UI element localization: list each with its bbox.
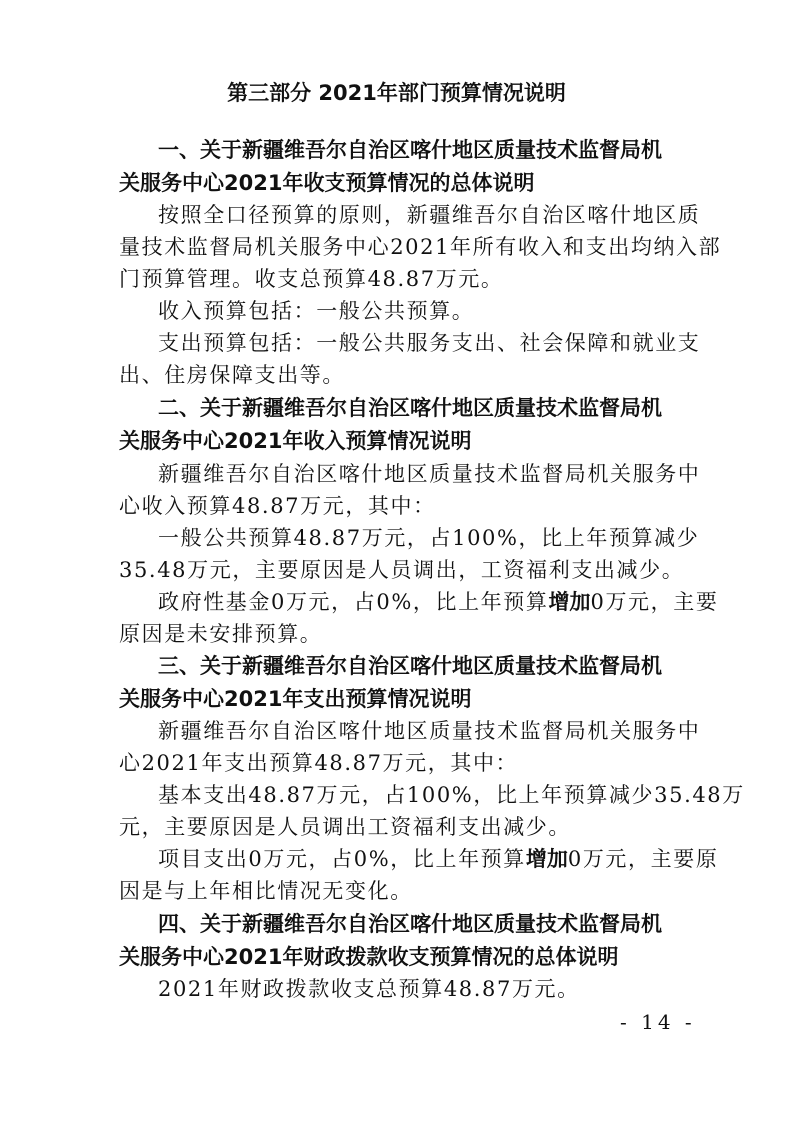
emphasized-text: 增加 xyxy=(525,847,568,871)
section-2-paragraph-1-line-2: 心收入预算48.87万元，其中： xyxy=(119,494,436,518)
section-4-paragraph-1-line-1: 2021年财政拨款收支总预算48.87万元。 xyxy=(158,977,580,1001)
section-1-paragraph-3-line-1: 支出预算包括：一般公共服务支出、社会保障和就业支 xyxy=(158,331,701,355)
section-1-paragraph-1-line-2: 量技术监督局机关服务中心2021年所有收入和支出均纳入部 xyxy=(119,235,722,259)
section-3-paragraph-3-line-2: 因是与上年相比情况无变化。 xyxy=(119,879,413,903)
section-1-paragraph-1-line-1: 按照全口径预算的原则，新疆维吾尔自治区喀什地区质 xyxy=(158,203,701,227)
section-1-paragraph-3-line-2: 出、住房保障支出等。 xyxy=(119,363,345,387)
section-2-paragraph-3-line-1 xyxy=(158,587,718,617)
section-1-paragraph-2-line-1: 收入预算包括：一般公共预算。 xyxy=(158,299,475,323)
text-run: 项目支出0万元，占0%，比上年预算 xyxy=(158,847,526,871)
section-2-paragraph-1-line-1: 新疆维吾尔自治区喀什地区质量技术监督局机关服务中 xyxy=(158,462,701,486)
page-title: 第三部分 2021年部门预算情况说明 xyxy=(227,81,566,105)
section-1-heading-line-2: 关服务中心2021年收支预算情况的总体说明 xyxy=(119,171,535,195)
section-3-paragraph-2-line-2: 元，主要原因是人员调出工资福利支出减少。 xyxy=(119,815,571,839)
section-2-heading-line-2: 关服务中心2021年收入预算情况说明 xyxy=(119,429,472,453)
section-3-paragraph-1-line-2: 心2021年支出预算48.87万元，其中： xyxy=(119,751,519,775)
section-1-paragraph-1-line-3: 门预算管理。收支总预算48.87万元。 xyxy=(119,267,504,291)
section-2-paragraph-3-line-2: 原因是未安排预算。 xyxy=(119,622,323,646)
emphasized-text: 增加 xyxy=(548,590,591,614)
page-number: - 14 - xyxy=(620,1010,696,1034)
section-3-heading-line-1: 三、关于新疆维吾尔自治区喀什地区质量技术监督局机 xyxy=(158,654,662,678)
section-1-heading-line-1: 一、关于新疆维吾尔自治区喀什地区质量技术监督局机 xyxy=(158,138,662,162)
section-3-paragraph-3-line-1 xyxy=(158,844,718,874)
text-run: 政府性基金0万元，占0%，比上年预算 xyxy=(158,590,549,614)
text-run: 0万元，主要 xyxy=(590,590,719,614)
section-3-heading-line-2: 关服务中心2021年支出预算情况说明 xyxy=(119,687,472,711)
section-2-paragraph-2-line-1: 一般公共预算48.87万元，占100%，比上年预算减少 xyxy=(158,526,700,550)
section-2-heading-line-1: 二、关于新疆维吾尔自治区喀什地区质量技术监督局机 xyxy=(158,396,662,420)
section-2-paragraph-2-line-2: 35.48万元，主要原因是人员调出，工资福利支出减少。 xyxy=(119,558,685,582)
section-4-heading-line-1: 四、关于新疆维吾尔自治区喀什地区质量技术监督局机 xyxy=(158,912,662,936)
section-3-paragraph-1-line-1: 新疆维吾尔自治区喀什地区质量技术监督局机关服务中 xyxy=(158,719,701,743)
section-4-heading-line-2: 关服务中心2021年财政拨款收支预算情况的总体说明 xyxy=(119,945,619,969)
section-3-paragraph-2-line-1: 基本支出48.87万元，占100%，比上年预算减少35.48万 xyxy=(158,783,745,807)
text-run: 0万元，主要原 xyxy=(567,847,719,871)
